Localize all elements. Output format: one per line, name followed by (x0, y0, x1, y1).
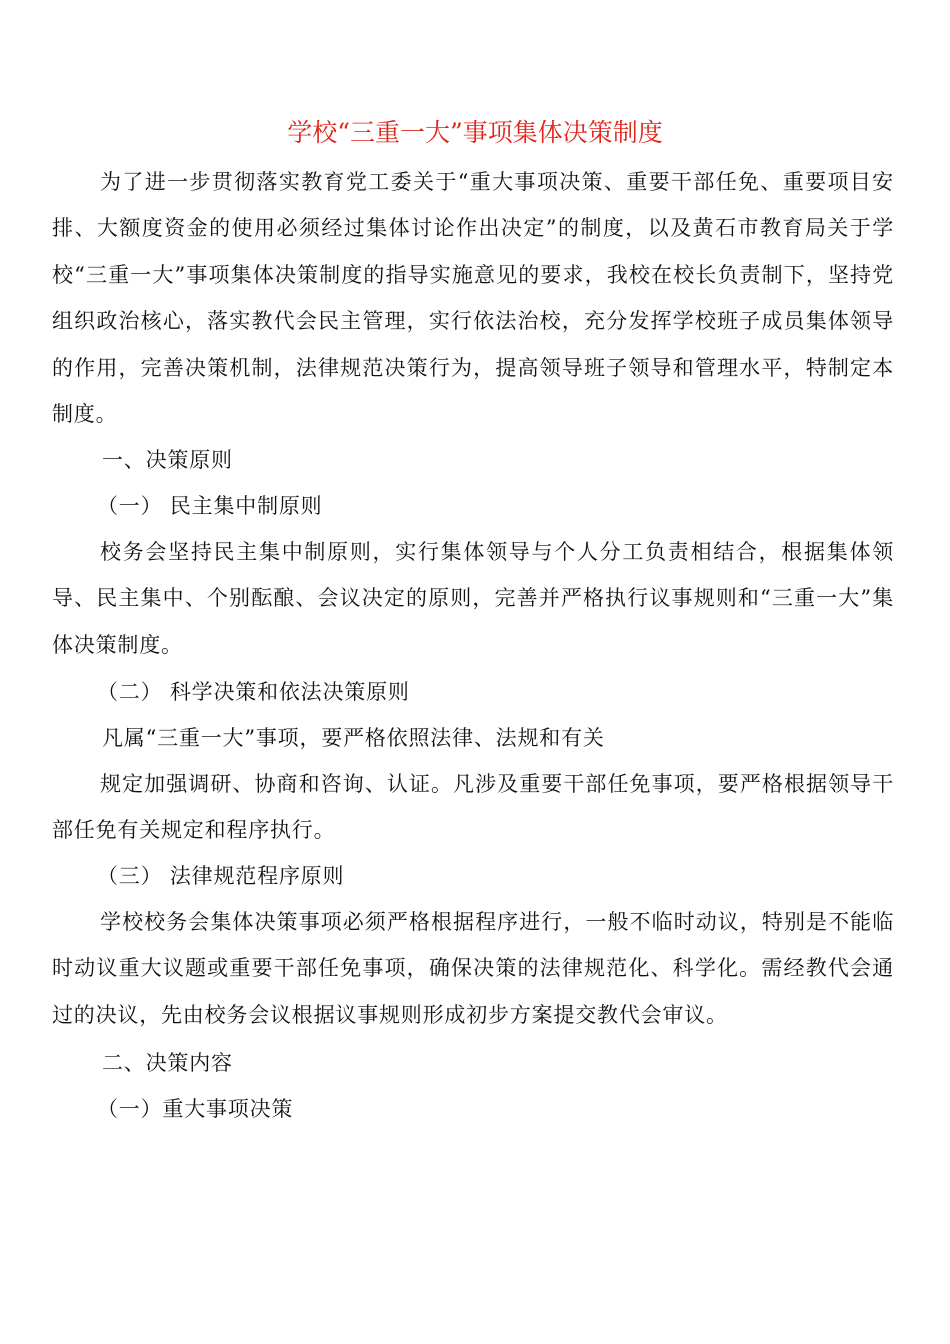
intro-paragraph: 为了进一步贯彻落实教育党工委关于“重大事项决策、重要干部任免、重要项目安排、大额度资金的使用必须经过集体讨论作出决定”的制度，以及黄石市教育局关于学校“三重一大”事项集体决策制度的指导实施意见的要求，我校在校长负责制下，坚持党组织政治核心，落实教代会民主管理，实行依法治校，充分发挥学校班子成员集体领导的作用，完善决策机制，法律规范决策行为，提高领导班子领导和管理水平，特制定本制度。 (52, 170, 894, 427)
paragraph-scientific-decision: 规定加强调研、协商和咨询、认证。凡涉及重要干部任免事项，要严格根据领导干部任免有关规定和程序执行。 (52, 772, 894, 843)
paragraph-democratic-centralism: 校务会坚持民主集中制原则，实行集体领导与个人分工负责相结合，根据集体领导、民主集中、个别酝酿、会议决定的原则，完善并严格执行议事规则和“三重一大”集体决策制度。 (52, 540, 894, 657)
subheading-legal-procedure: （三） 法律规范程序原则 (97, 864, 345, 888)
section-heading-decision-principles: 一、决策原则 (102, 448, 233, 472)
section-heading-decision-content: 二、决策内容 (102, 1051, 233, 1075)
subheading-major-matters: （一）重大事项决策 (97, 1097, 294, 1121)
paragraph-legal-procedure: 学校校务会集体决策事项必须严格根据程序进行，一般不临时动议，特别是不能临时动议重大议题或重要干部任免事项，确保决策的法律规范化、科学化。需经教代会通过的决议，先由校务会议根据议事规则形成初步方案提交教代会审议。 (52, 910, 894, 1027)
document-title: 学校“三重一大”事项集体决策制度 (287, 118, 663, 147)
subheading-democratic-centralism: （一） 民主集中制原则 (97, 494, 323, 518)
subheading-scientific-decision: （二） 科学决策和依法决策原则 (97, 680, 410, 704)
paragraph-scientific-decision-line1: 凡属“三重一大”事项，要严格依照法律、法规和有关 (102, 726, 605, 750)
